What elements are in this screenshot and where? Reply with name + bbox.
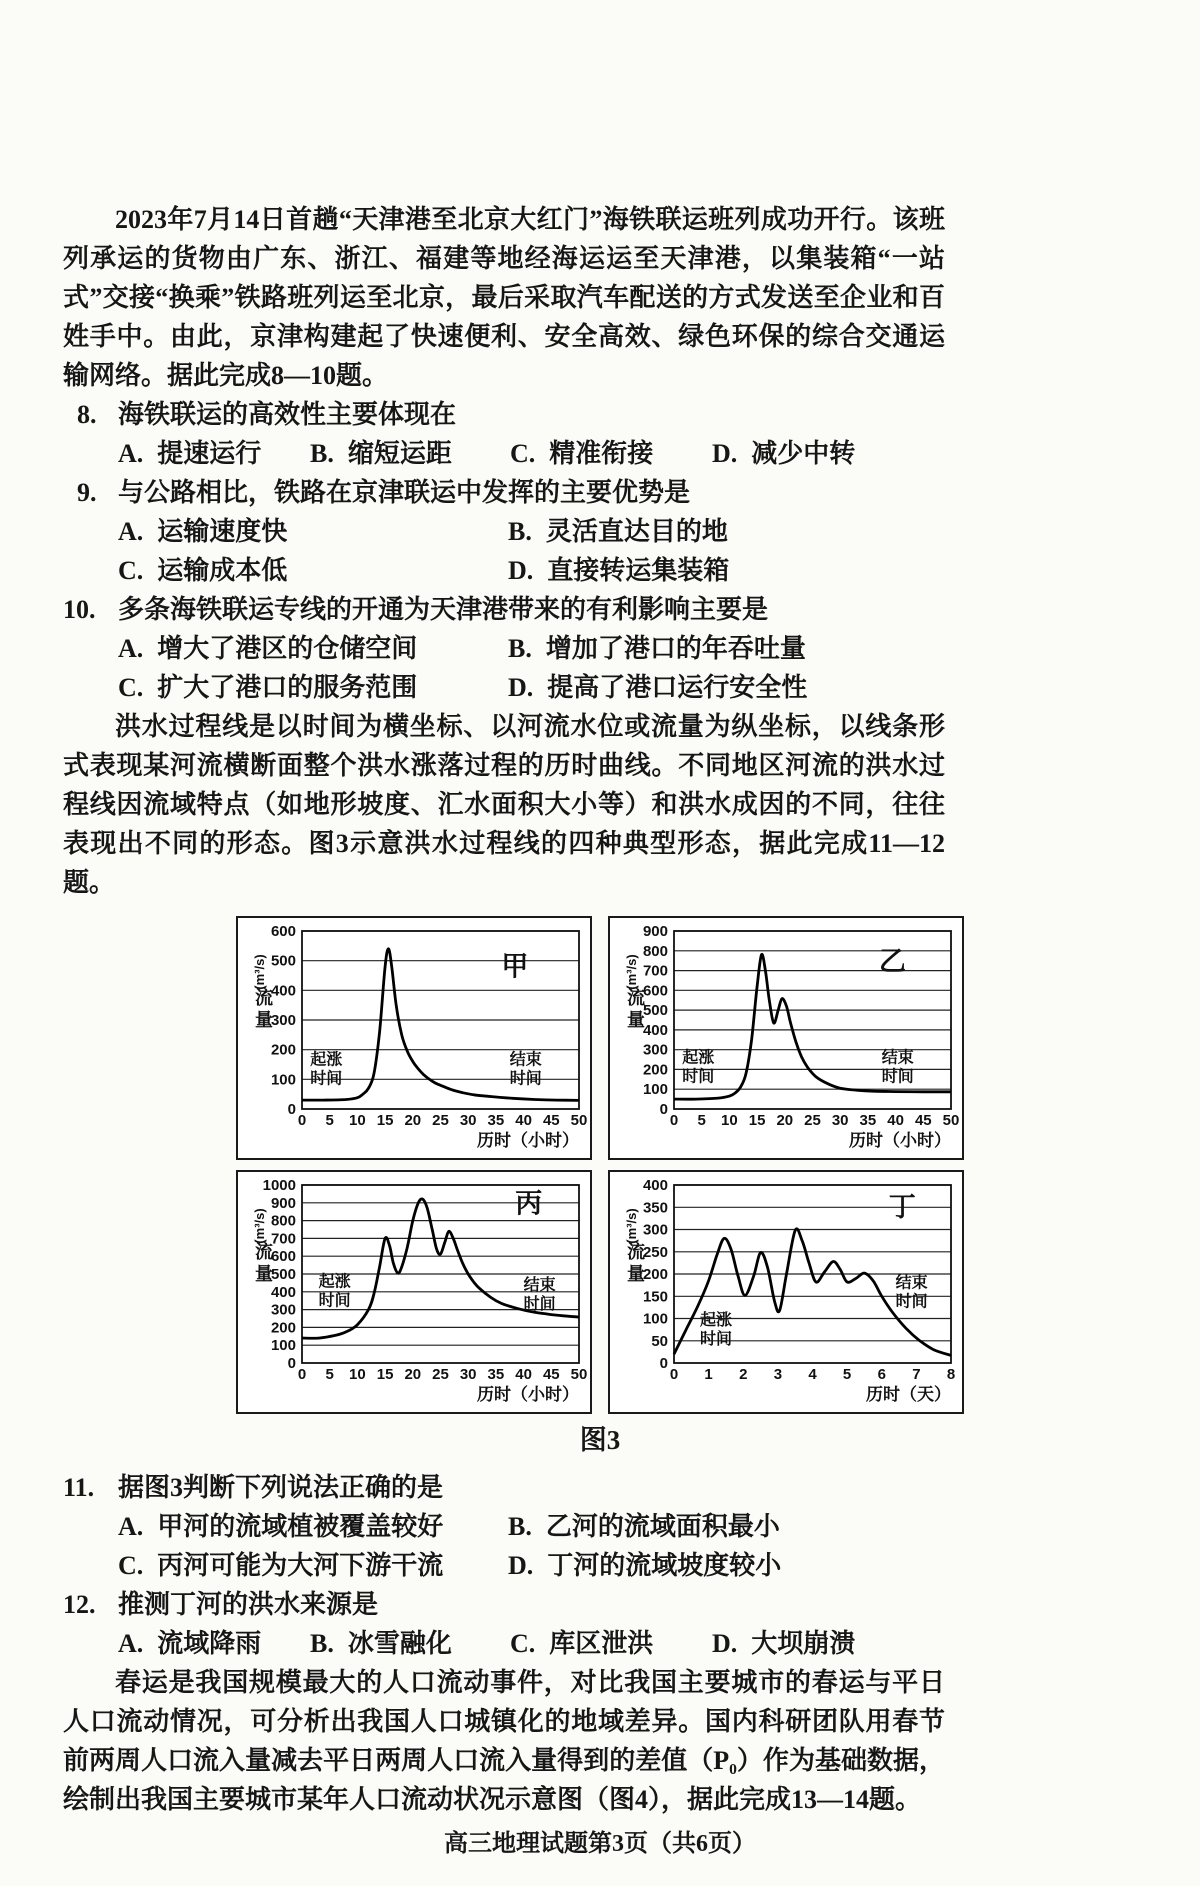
svg-text:100: 100 (270, 1337, 296, 1355)
svg-text:0: 0 (287, 1355, 296, 1372)
svg-text:10: 10 (349, 1112, 366, 1129)
option (510, 1624, 712, 1663)
option-text: 提高了港口运行安全性 (547, 673, 808, 702)
question-8-number: 8. (77, 400, 97, 429)
svg-text:20: 20 (404, 1366, 422, 1383)
svg-text:15: 15 (748, 1112, 766, 1129)
svg-text:历时（小时）: 历时（小时） (849, 1131, 951, 1150)
svg-text:35: 35 (487, 1366, 505, 1383)
svg-text:结束时间: 结束时间 (881, 1049, 914, 1086)
option (118, 1624, 310, 1663)
svg-text:0: 0 (669, 1366, 679, 1383)
option-text: 丁河的流域坡度较小 (547, 1551, 782, 1580)
option-text: 提速运行 (157, 439, 262, 468)
svg-text:0: 0 (659, 1355, 668, 1372)
question-9-stem: 与公路相比，铁路在京津联运中发挥的主要优势是 (118, 478, 691, 507)
chart-row-top (0, 916, 1200, 1160)
svg-text:700: 700 (642, 962, 668, 980)
option (118, 512, 508, 551)
option (310, 434, 510, 473)
svg-text:40: 40 (887, 1112, 904, 1129)
svg-text:350: 350 (642, 1199, 668, 1217)
svg-text:10: 10 (349, 1366, 366, 1383)
option-text: 甲河的流域植被覆盖较好 (157, 1512, 444, 1541)
svg-text:300: 300 (270, 1012, 296, 1029)
question-10-stem: 多条海铁联运专线的开通为天津港带来的有利影响主要是 (118, 595, 769, 624)
svg-text:300: 300 (270, 1301, 296, 1319)
question-11 (63, 1468, 945, 1507)
option-label: D. (712, 439, 738, 468)
question-12-number: 12. (63, 1590, 96, 1619)
svg-text:10: 10 (721, 1112, 738, 1129)
option-label: A. (118, 439, 144, 468)
svg-text:400: 400 (642, 1177, 668, 1194)
question-11-stem: 据图3判断下列说法正确的是 (118, 1473, 444, 1502)
svg-text:历时（天）: 历时（天） (866, 1385, 951, 1404)
svg-text:历时（小时）: 历时（小时） (477, 1131, 579, 1150)
option (712, 434, 855, 473)
svg-text:起涨时间: 起涨时间 (318, 1273, 351, 1310)
svg-text:乙: 乙 (879, 946, 906, 977)
svg-text:(m³/s): (m³/s) (252, 1208, 267, 1244)
svg-text:250: 250 (642, 1243, 668, 1261)
question-8-options (63, 434, 945, 473)
svg-text:600: 600 (270, 1248, 296, 1266)
svg-text:(m³/s): (m³/s) (624, 1208, 639, 1244)
option-label: D. (712, 1629, 738, 1658)
question-10-number: 10. (63, 595, 96, 624)
svg-text:40: 40 (515, 1112, 532, 1129)
option-text: 运输成本低 (157, 556, 288, 585)
option-text: 扩大了港口的服务范围 (157, 673, 418, 702)
svg-text:400: 400 (270, 982, 296, 1000)
question-11-options (63, 1507, 945, 1585)
question-10 (63, 590, 945, 629)
svg-text:(m³/s): (m³/s) (252, 954, 267, 990)
option (118, 551, 508, 590)
option-label: C. (510, 439, 536, 468)
svg-text:15: 15 (376, 1366, 394, 1383)
svg-text:甲: 甲 (501, 951, 529, 982)
figure-3-caption: 图3 (579, 1425, 621, 1455)
svg-text:25: 25 (432, 1112, 449, 1129)
option (508, 551, 945, 590)
option-text: 乙河的流域面积最小 (545, 1512, 780, 1541)
option-text: 冰雪融化 (347, 1629, 452, 1658)
svg-text:8: 8 (946, 1366, 956, 1383)
svg-text:600: 600 (270, 923, 296, 940)
option-text: 缩短运距 (347, 439, 452, 468)
option-label: B. (508, 517, 532, 546)
svg-text:200: 200 (270, 1319, 296, 1337)
svg-text:45: 45 (542, 1366, 560, 1383)
svg-text:30: 30 (459, 1366, 477, 1383)
svg-text:流: 流 (627, 988, 645, 1008)
svg-text:30: 30 (459, 1112, 477, 1129)
svg-text:35: 35 (487, 1112, 505, 1129)
svg-text:6: 6 (877, 1366, 886, 1383)
question-8 (63, 395, 945, 434)
svg-text:200: 200 (642, 1061, 668, 1079)
svg-text:量: 量 (627, 1010, 645, 1030)
option-label: C. (510, 1629, 536, 1658)
svg-text:起涨时间: 起涨时间 (700, 1312, 733, 1349)
svg-text:丙: 丙 (515, 1188, 543, 1219)
svg-text:量: 量 (255, 1264, 273, 1284)
option-label: B. (310, 439, 334, 468)
option (118, 629, 508, 668)
intro-paragraph-chunyun: 春运是我国规模最大的人口流动事件，对比我国主要城市的春运与平日人口流动情况，可分析出我国人口城镇化的地域差异。国内科研团队用春节前两周人口流入量减去平日两周人口流入量得到的差值（P₀）作为基础数据，绘制出我国主要城市某年人口流动状况示意图（图4），据此完成13—14题。 (63, 1668, 945, 1814)
svg-text:50: 50 (651, 1332, 668, 1350)
svg-text:结束时间: 结束时间 (509, 1051, 542, 1088)
svg-text:结束时间: 结束时间 (523, 1277, 556, 1313)
question-8-stem: 海铁联运的高效性主要体现在 (118, 400, 457, 429)
chart-row-bottom (0, 1170, 1200, 1414)
svg-text:100: 100 (642, 1310, 668, 1328)
option (508, 668, 945, 707)
svg-text:150: 150 (642, 1288, 668, 1306)
option-label: D. (508, 1551, 534, 1580)
svg-text:40: 40 (515, 1366, 532, 1383)
figure-3 (0, 916, 1200, 1456)
svg-text:0: 0 (669, 1112, 679, 1129)
svg-text:800: 800 (642, 942, 668, 960)
option-text: 丙河可能为大河下游干流 (157, 1551, 444, 1580)
svg-text:1000: 1000 (262, 1177, 296, 1194)
page-footer: 高三地理试题第3页（共6页） (444, 1831, 756, 1857)
svg-text:900: 900 (270, 1194, 296, 1212)
svg-text:200: 200 (642, 1266, 668, 1283)
option-text: 灵活直达目的地 (545, 517, 728, 546)
option (508, 629, 945, 668)
question-11-number: 11. (63, 1473, 95, 1502)
svg-text:结束时间: 结束时间 (895, 1274, 928, 1311)
svg-text:300: 300 (642, 1041, 668, 1059)
option (508, 512, 945, 551)
svg-text:流: 流 (627, 1242, 645, 1262)
svg-text:0: 0 (297, 1112, 307, 1129)
svg-text:5: 5 (325, 1366, 334, 1383)
svg-text:50: 50 (570, 1112, 588, 1129)
svg-text:800: 800 (270, 1212, 296, 1230)
svg-text:2: 2 (739, 1366, 748, 1383)
option-label: A. (118, 517, 144, 546)
option-label: C. (118, 1551, 144, 1580)
svg-text:丁: 丁 (888, 1192, 916, 1223)
svg-text:20: 20 (776, 1112, 794, 1129)
question-12 (63, 1585, 945, 1624)
svg-text:700: 700 (270, 1230, 296, 1248)
question-9 (63, 473, 945, 512)
option-label: A. (118, 634, 144, 663)
svg-text:100: 100 (270, 1071, 296, 1089)
svg-text:50: 50 (570, 1366, 588, 1383)
question-12-options (63, 1624, 945, 1663)
question-10-options (63, 629, 945, 707)
option (508, 1546, 945, 1585)
option (118, 1546, 508, 1585)
svg-text:5: 5 (697, 1112, 706, 1129)
chart-jia-hydrograph (236, 916, 592, 1160)
svg-text:0: 0 (297, 1366, 307, 1383)
svg-text:45: 45 (914, 1112, 932, 1129)
svg-text:量: 量 (255, 1010, 273, 1030)
chart-bing-hydrograph (236, 1170, 592, 1414)
svg-text:400: 400 (270, 1283, 296, 1301)
chart-ding-hydrograph (608, 1170, 964, 1414)
option (118, 668, 508, 707)
option (118, 1507, 508, 1546)
svg-text:(m³/s): (m³/s) (624, 954, 639, 990)
option-label: C. (118, 673, 144, 702)
svg-text:15: 15 (376, 1112, 394, 1129)
option-label: D. (508, 673, 534, 702)
svg-text:35: 35 (859, 1112, 877, 1129)
svg-text:1: 1 (704, 1366, 713, 1383)
option (310, 1624, 510, 1663)
option-label: A. (118, 1629, 144, 1658)
intro-paragraph-flood: 洪水过程线是以时间为横坐标、以河流水位或流量为纵坐标，以线条形式表现某河流横断面整个洪水涨落过程的历时曲线。不同地区河流的洪水过程线因流域特点（如地形坡度、汇水面积大小等）和洪水成因的不同，往往表现出不同的形态。图3示意洪水过程线的四种典型形态，据此完成11—12题。 (63, 712, 945, 897)
option-text: 增加了港口的年吞吐量 (545, 634, 806, 663)
chart-yi-hydrograph (608, 916, 964, 1160)
intro-paragraph-rail: 2023年7月14日首趟“天津港至北京大红门”海铁联运班列成功开行。该班列承运的货物由广东、浙江、福建等地经海运运至天津港，以集装箱“一站式”交接“换乘”铁路班列运至北京，最后采取汽车配送的方式发送至企业和百姓手中。由此，京津构建起了快速便利、安全高效、绿色环保的综合交通运输网络。据此完成8—10题。 (63, 205, 945, 390)
svg-text:4: 4 (808, 1366, 817, 1383)
question-9-options (63, 512, 945, 590)
svg-text:量: 量 (627, 1264, 645, 1284)
svg-text:3: 3 (773, 1366, 783, 1383)
svg-text:0: 0 (659, 1101, 668, 1118)
option-label: A. (118, 1512, 144, 1541)
svg-text:20: 20 (404, 1112, 422, 1129)
option-text: 减少中转 (751, 439, 856, 468)
option-text: 大坝崩溃 (751, 1629, 856, 1658)
option-text: 直接转运集装箱 (547, 556, 730, 585)
svg-text:500: 500 (270, 1266, 296, 1283)
svg-text:25: 25 (804, 1112, 821, 1129)
question-12-stem: 推测丁河的洪水来源是 (118, 1590, 379, 1619)
svg-text:起涨时间: 起涨时间 (682, 1049, 715, 1086)
option-label: B. (508, 1512, 532, 1541)
option-label: B. (310, 1629, 334, 1658)
svg-text:0: 0 (287, 1101, 296, 1118)
svg-text:30: 30 (831, 1112, 849, 1129)
svg-text:600: 600 (642, 982, 668, 1000)
option-label: D. (508, 556, 534, 585)
svg-text:7: 7 (912, 1366, 921, 1383)
option (510, 434, 712, 473)
svg-text:400: 400 (642, 1021, 668, 1039)
option-text: 流域降雨 (157, 1629, 262, 1658)
option (712, 1624, 855, 1663)
svg-text:流: 流 (255, 1242, 273, 1262)
option-text: 增大了港区的仓储空间 (157, 634, 418, 663)
svg-text:200: 200 (270, 1041, 296, 1059)
svg-text:900: 900 (642, 923, 668, 940)
svg-text:5: 5 (325, 1112, 334, 1129)
svg-text:起涨时间: 起涨时间 (310, 1051, 343, 1088)
option-text: 运输速度快 (157, 517, 288, 546)
svg-text:300: 300 (642, 1221, 668, 1239)
option (508, 1507, 945, 1546)
svg-text:5: 5 (842, 1366, 852, 1383)
option (118, 434, 310, 473)
question-9-number: 9. (77, 478, 97, 507)
svg-text:45: 45 (542, 1112, 560, 1129)
option-label: C. (118, 556, 144, 585)
svg-text:100: 100 (642, 1081, 668, 1099)
svg-text:500: 500 (270, 952, 296, 970)
option-label: B. (508, 634, 532, 663)
svg-text:50: 50 (942, 1112, 960, 1129)
option-text: 精准衔接 (549, 439, 654, 468)
svg-text:历时（小时）: 历时（小时） (477, 1385, 579, 1404)
option-text: 库区泄洪 (549, 1629, 654, 1658)
svg-text:流: 流 (255, 988, 273, 1008)
svg-text:25: 25 (432, 1366, 449, 1383)
svg-text:500: 500 (642, 1002, 668, 1020)
